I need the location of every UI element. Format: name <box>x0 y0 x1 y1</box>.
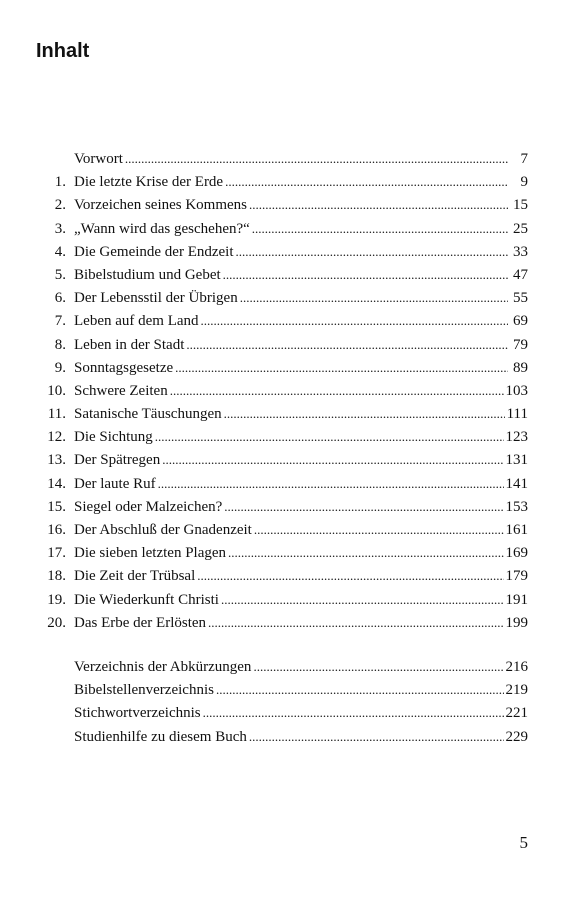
dot-leader <box>170 379 504 402</box>
toc-entry-title: Die Sichtung <box>74 429 153 446</box>
dot-leader <box>249 193 508 216</box>
toc-entry <box>30 309 528 332</box>
page-number: 5 <box>519 833 528 852</box>
toc-entry-number: 11. <box>47 406 66 423</box>
toc-entry <box>30 356 528 379</box>
toc-entry-page: 47 <box>513 266 528 283</box>
toc-entry <box>30 611 528 634</box>
toc-entry-title: Die letzte Krise der Erde <box>74 174 224 191</box>
toc-entry-page: 216 <box>505 658 528 675</box>
toc-entry <box>30 286 528 309</box>
toc-entry <box>30 402 528 425</box>
dot-leader <box>254 518 504 541</box>
toc-entry <box>30 263 528 286</box>
toc-entry <box>30 701 528 724</box>
dot-leader <box>223 263 508 286</box>
dot-leader <box>158 472 504 495</box>
page-title: Inhalt <box>36 40 90 62</box>
toc-entry-title: Satanische Täuschungen <box>74 406 222 423</box>
toc-entry-title: Siegel oder Malzeichen? <box>74 498 223 515</box>
toc-entry <box>30 217 528 240</box>
dot-leader <box>236 240 508 263</box>
toc-entry <box>30 448 528 471</box>
toc-entry <box>30 541 528 564</box>
dot-leader <box>216 678 504 701</box>
toc-entry-title: Die Zeit der Trübsal <box>74 568 196 585</box>
toc-entry-page: 219 <box>505 682 528 699</box>
toc-entry-number: 2. <box>54 197 66 214</box>
toc-entry-page: 179 <box>505 568 528 585</box>
toc-entry-page: 191 <box>505 591 528 608</box>
dot-leader <box>221 588 504 611</box>
toc-entry-title: Verzeichnis der Abkürzungen <box>74 658 252 675</box>
toc-entry-page: 7 <box>520 151 528 167</box>
toc-entry-number: 19. <box>47 591 66 608</box>
toc-entry-page: 229 <box>505 728 528 745</box>
toc-entry-number: 3. <box>54 220 66 237</box>
dot-leader <box>228 541 503 564</box>
toc-entry-number: 18. <box>47 568 66 585</box>
dot-leader <box>224 495 503 518</box>
dot-leader <box>253 655 503 678</box>
toc-entry-page: 169 <box>505 545 528 562</box>
toc-entry <box>30 725 528 748</box>
toc-entry-title: Bibelstudium und Gebet <box>74 266 221 283</box>
dot-leader <box>224 402 505 425</box>
toc-divider-space <box>30 634 528 655</box>
toc-entry-title: Der Spätregen <box>74 452 161 469</box>
toc-entry-page: 199 <box>505 614 528 631</box>
dot-leader <box>155 425 504 448</box>
toc-entry-title: Stichwortverzeichnis <box>74 705 201 722</box>
toc-entry-page: 153 <box>505 498 528 515</box>
toc-entry-page: 89 <box>513 359 528 376</box>
dot-leader <box>249 725 504 748</box>
dot-leader <box>175 356 508 379</box>
toc-entry <box>30 564 528 587</box>
toc-entry <box>30 333 528 356</box>
toc-entry-number: 5. <box>54 266 66 283</box>
toc-entry-page: 79 <box>513 336 528 353</box>
dot-leader <box>201 309 508 332</box>
toc-entry-page: 69 <box>513 313 528 330</box>
toc-entry <box>30 588 528 611</box>
toc-entry <box>30 655 528 678</box>
toc-entry-number: 7. <box>54 313 66 330</box>
dot-leader <box>208 611 503 634</box>
toc-entry-page: 15 <box>513 197 528 214</box>
toc-entry-page: 111 <box>506 406 528 423</box>
toc-entry-page: 131 <box>505 452 528 469</box>
toc-entry-title: „Wann wird das geschehen?“ <box>74 220 250 237</box>
toc-entry-number: 15. <box>47 498 66 515</box>
toc-entry-title: Die sieben letzten Plagen <box>74 545 227 562</box>
toc-entry-page: 103 <box>505 382 528 399</box>
toc-entry-number: 20. <box>47 614 66 631</box>
toc-entry-title: Schwere Zeiten <box>74 382 168 399</box>
toc-entry <box>30 495 528 518</box>
dot-leader <box>240 286 508 309</box>
dot-leader <box>225 170 508 193</box>
dot-leader <box>186 333 508 356</box>
toc-appendix-list <box>30 655 528 748</box>
toc-entry-page: 9 <box>520 174 528 191</box>
toc-entry-number: 17. <box>47 545 66 562</box>
toc-entry-title: Vorwort <box>74 151 123 167</box>
toc-entry-number: 12. <box>47 429 66 446</box>
toc-entry <box>30 240 528 263</box>
toc-entry-number: 8. <box>54 336 66 353</box>
toc-entry-title: Die Gemeinde der Endzeit <box>74 243 234 260</box>
toc-entry-title: Die Wiederkunft Christi <box>74 591 219 608</box>
toc-entry-title: Das Erbe der Erlösten <box>74 614 207 631</box>
toc-entry-title: Vorzeichen seines Kommens <box>74 197 248 214</box>
toc-entry <box>30 472 528 495</box>
toc-entry <box>30 147 528 170</box>
toc-entry-title: Der Abschluß der Gnadenzeit <box>74 522 252 538</box>
toc-entry-number: 16. <box>47 522 66 538</box>
toc-entry-page: 123 <box>505 429 528 446</box>
toc-entry-number: 14. <box>47 475 66 492</box>
toc-entry-title: Leben auf dem Land <box>74 313 199 330</box>
dot-leader <box>162 448 503 471</box>
toc-entry-title: Bibelstellenverzeichnis <box>74 682 214 699</box>
toc-entry-page: 141 <box>505 475 528 492</box>
dot-leader <box>252 217 508 240</box>
toc-entry-number: 6. <box>54 290 66 307</box>
toc-entry-number: 1. <box>54 174 66 191</box>
toc-chapter-list <box>30 147 528 634</box>
dot-leader <box>197 564 503 587</box>
toc-entry-number: 4. <box>54 243 66 260</box>
dot-leader <box>203 701 504 724</box>
toc-entry-number: 13. <box>47 452 66 469</box>
dot-leader <box>125 147 508 170</box>
toc-entry <box>30 170 528 193</box>
toc-entry-title: Leben in der Stadt <box>74 336 185 353</box>
toc-entry-page: 25 <box>513 220 528 237</box>
toc-entry-page: 33 <box>513 243 528 260</box>
toc-entry <box>30 678 528 701</box>
toc-entry-title: Der laute Ruf <box>74 475 156 492</box>
toc-entry-number: 9. <box>54 359 66 376</box>
toc-entry-title: Sonntagsgesetze <box>74 359 174 376</box>
toc-entry <box>30 379 528 402</box>
toc-entry <box>30 425 528 448</box>
toc-entry <box>30 193 528 216</box>
table-of-contents <box>30 147 528 748</box>
toc-entry-title: Der Lebensstil der Übrigen <box>74 290 238 307</box>
toc-entry <box>30 518 528 541</box>
toc-entry-number: 10. <box>47 382 66 399</box>
toc-entry-page: 161 <box>505 522 528 538</box>
toc-entry-page: 55 <box>513 290 528 307</box>
toc-entry-page: 221 <box>505 705 528 722</box>
toc-entry-title: Studienhilfe zu diesem Buch <box>74 728 247 745</box>
